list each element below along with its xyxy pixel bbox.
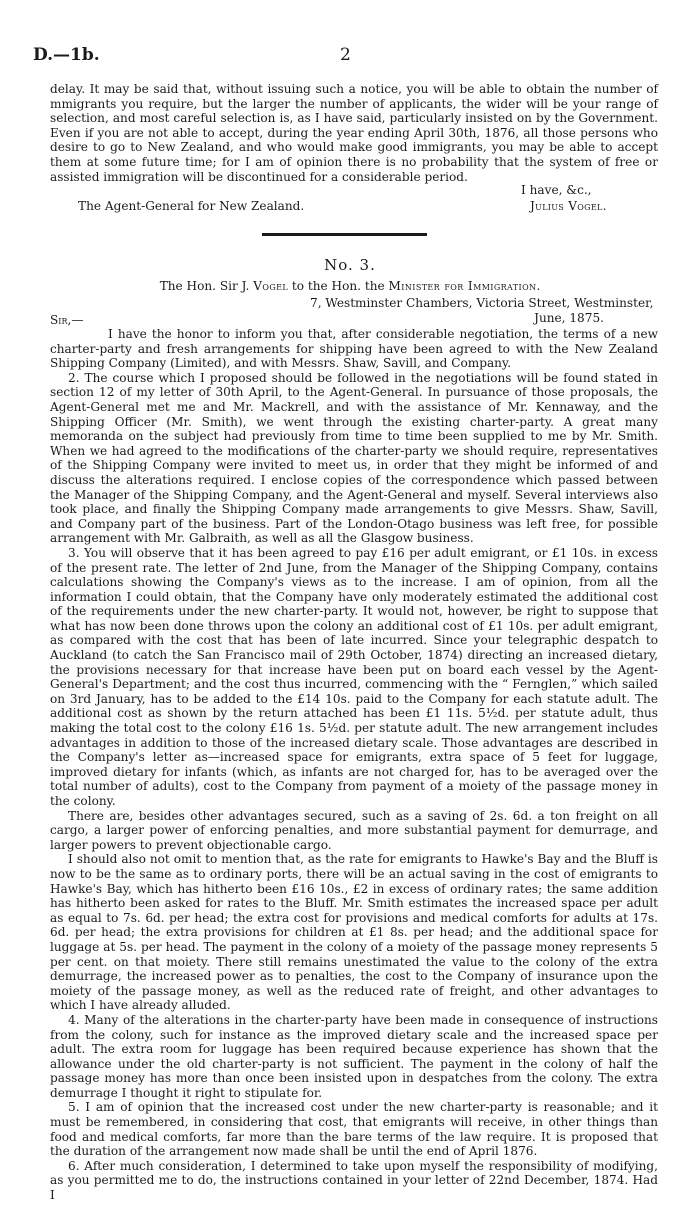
paragraph-5: 5. I am of opinion that the increased cost under the new charter-party is reasonable; and it must be remembered, in considering that cost, that emigrants will receive, in other things than food and medical comforts, far more than the bare terms of the law require. It is proposed that the duration of the arrangement now made shall be until the end of April 1876. — [50, 1100, 658, 1159]
addressee-line: The Agent-General for New Zealand. — [78, 199, 305, 213]
paragraph-6: 6. After much consideration, I determined to take upon myself the responsibility of modifying, as you permitted me to do, the instructions contained in your letter of 22nd December, 1874. Had I — [50, 1158, 658, 1203]
document-reference: D.—1b. — [33, 45, 100, 65]
from-to-end: . — [536, 279, 541, 293]
paragraph-4: 4. Many of the alterations in the charter-party have been made in consequence of instructions from the colony, such for instance as the improved dietary scale and the increased space per adult. The extra room for luggage has been required because experience has shown that the allowance under the old charter-party is not sufficient. The payment in the colony of half the passage money has more than once been insisted upon in despatches from the colony. The extra demurrage I thought it right to stipulate for. — [50, 1012, 658, 1100]
letter-number: No. 3. — [324, 256, 376, 274]
letter-from-to — [0, 279, 700, 293]
sender-name: Vogel — [253, 279, 289, 293]
section-divider — [262, 233, 427, 236]
recipient-title: Minister for Immigration — [388, 279, 537, 293]
signature: Julius Vogel. — [530, 199, 607, 213]
salutation: Sir,— — [50, 313, 84, 327]
paragraph-3: 3. You will observe that it has been agreed to pay £16 per adult emigrant, or £1 10s. in excess of the present rate. The letter of 2nd June, from the Manager of the Shipping Company, contains calculations showing the Company's views as to the increase. I am of opinion, from all the information I could obtain, that the Company have only moderately estimated the additional cost of the requirements under the new charter-party. It would not, however, be right to suppose that what has now been done throws upon the colony an additional cost of £1 10s. per adult emigrant, as compared with the cost that has been of late incurred. Since your telegraphic despatch to Auckland (to catch the San Francisco mail of 29th October, 1874) directing an increased dietary, the provisions necessary for that increase have been put on board each vessel by the Agent-General's Department; and the cost thus incurred, commencing with the “ Fernglen,” which sailed on 3rd January, has to be added to the £14 10s. paid to the Company for each statute adult. The additional cost as shown by the return attached has been £1 11s. 5½d. per statute adult, thus making the total cost to the colony £16 1s. 5½d. per statute adult. The new arrangement includes advantages in addition to those of the increased dietary scale. Those advantages are described in the Company's letter as—increased space for emigrants, extra space of 5 feet for luggage, improved dietary for infants (which, as infants are not charged for, has to be averaged over the total number of adults), cost to the Company from payment of a moiety of the passage money in the colony. — [50, 545, 658, 808]
paragraph-2: 2. The course which I proposed should be followed in the negotiations will be found stated in section 12 of my letter of 30th April, to the Agent-General. In pursuance of those proposals, the Agent-General met me and Mr. Mackrell, and with the assistance of Mr. Kennaway, and the Shipping Officer (Mr. Smith), we went through the existing charter-party. A great many memoranda on the subject had previously from time to time been supplied to me by Mr. Smith. When we had agreed to the modifications of the charter-party we should require, representatives of the Shipping Company were invited to meet us, in order that they might be informed of and discuss the alterations required. I enclose copies of the correspondence which passed between the Manager of the Shipping Company, and the Agent-General and myself. Several interviews also took place, and finally the Shipping Company made arrangements to give Messrs. Shaw, Savill, and Company part of the business. Part of the London-Otago business was left free, for possible arrangement with Mr. Galbraith, as well as all the Glasgow business. — [50, 370, 658, 546]
paragraph-1: I have the honor to inform you that, after considerable negotiation, the terms of a new charter-party and fresh arrangements for shipping have been agreed to with the New Zealand Shipping Company (Limited), and with Messrs. Shaw, Savill, and Company. — [50, 327, 658, 371]
previous-letter-ending: delay. It may be said that, without issuing such a notice, you will be able to obtain the number of mmigrants you require, but the larger the number of applicants, the wider will be your range of selection, and most careful selection is, as I have said, particularly insisted on by the Government. Even if you are not able to accept, during the year ending April 30th, 1876, all those persons who desire to go to New Zealand, and who would make good immigrants, you may be able to accept them at some future time; for I am of opinion there is no probability that the system of free or assisted immigration will be discontinued for a considerable period. — [50, 82, 658, 184]
from-to-middle: to the Hon. the — [288, 279, 389, 293]
closing-formula: I have, &c., — [521, 183, 592, 197]
letter-body — [50, 327, 658, 1203]
letter-date: June, 1875. — [534, 311, 604, 325]
sender-address: 7, Westminster Chambers, Victoria Street, Westminster, — [310, 296, 654, 310]
from-to-prefix: The Hon. Sir J. — [159, 279, 254, 293]
paragraph-advantages: There are, besides other advantages secured, such as a saving of 2s. 6d. a ton freight on all cargo, a larger power of enforcing penalties, and more substantial payment for demurrage, and larger powers to prevent objectionable cargo. — [50, 808, 658, 852]
paragraph-hawkes-bay: I should also not omit to mention that, as the rate for emigrants to Hawke's Bay and the Bluff is now to be the same as to ordinary ports, there will be an actual saving in the cost of emigrants to Hawke's Bay, which has hitherto been £16 10s., £2 in excess of ordinary rates; the same addition has hitherto been asked for rates to the Bluff. Mr. Smith estimates the increased space per adult as equal to 7s. 6d. per head; the extra cost for provisions and medical comforts for adults at 17s. 6d. per head; the extra provisions for children at £1 8s. per head; and the additional space for luggage at 5s. per head. The payment in the colony of a moiety of the passage money represents 5 per cent. on that moiety. There still remains unestimated the value to the colony of the extra demurrage, the increased power as to penalties, the cost to the Company of insurance upon the moiety of the passage money, as well as the reduced rate of freight, and other advantages to which I have already alluded. — [50, 852, 658, 1013]
page-number: 2 — [340, 45, 351, 65]
